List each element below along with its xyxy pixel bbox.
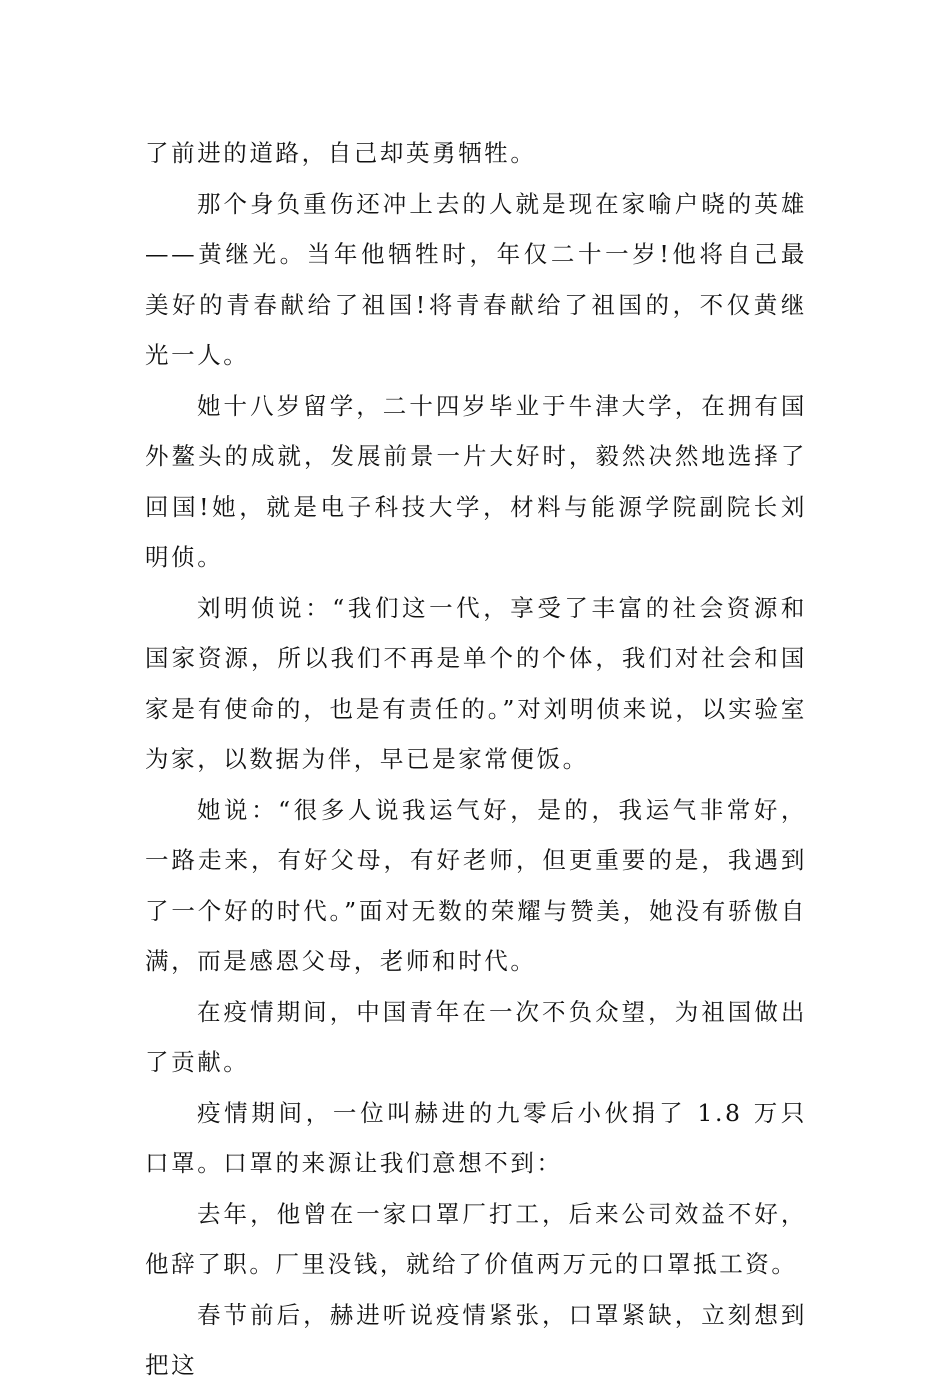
paragraph: 了前进的道路，自己却英勇牺牲。	[145, 139, 537, 167]
paragraph: 在疫情期间，中国青年在一次不负众望，为祖国做出了贡献。	[145, 997, 807, 1076]
document-body	[145, 128, 807, 1391]
paragraph: 去年，他曾在一家口罩厂打工，后来公司效益不好，他辞了职。厂里没钱，就给了价值两万元的口罩抵工资。	[145, 1199, 807, 1278]
paragraph: 她十八岁留学，二十四岁毕业于牛津大学，在拥有国外鳌头的成就，发展前景一片大好时，毅然决然地选择了回国!她，就是电子科技大学，材料与能源学院副院长刘明侦。	[145, 391, 807, 571]
paragraph: 刘明侦说：“我们这一代，享受了丰富的社会资源和国家资源，所以我们不再是单个的个体，我们对社会和国家是有使命的，也是有责任的。”对刘明侦来说，以实验室为家，以数据为伴，早已是家常便饭。	[145, 593, 807, 773]
paragraph: 疫情期间，一位叫赫进的九零后小伙捐了 1.8 万只口罩。口罩的来源让我们意想不到：	[145, 1098, 807, 1177]
paragraph: 她说：“很多人说我运气好，是的，我运气非常好，一路走来，有好父母，有好老师，但更重要的是，我遇到了一个好的时代。”面对无数的荣耀与赞美，她没有骄傲自满，而是感恩父母，老师和时代。	[145, 795, 807, 975]
paragraph: 春节前后，赫进听说疫情紧张，口罩紧缺，立刻想到把这	[145, 1300, 807, 1379]
paragraph: 那个身负重伤还冲上去的人就是现在家喻户晓的英雄——黄继光。当年他牺牲时，年仅二十一岁!他将自己最美好的青春献给了祖国!将青春献给了祖国的，不仅黄继光一人。	[145, 189, 807, 369]
